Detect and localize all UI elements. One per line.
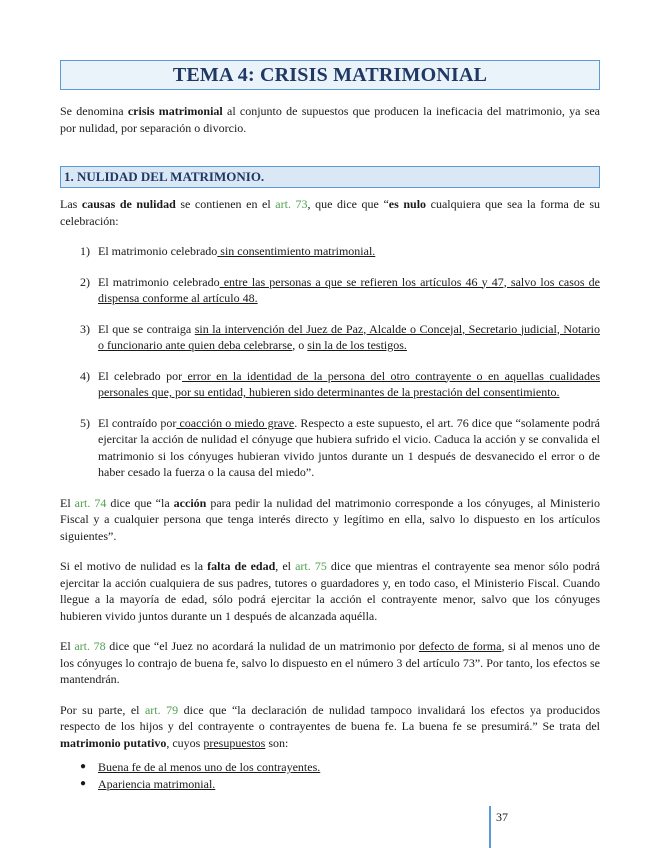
bold-term: falta de edad — [207, 559, 276, 573]
list-item — [60, 274, 600, 307]
text: El — [60, 495, 75, 510]
list-item — [60, 776, 600, 793]
text: para pedir la nulidad del matrimonio corresponde a los cónyuges, al Ministerio Fiscal y a cualquier persona que tenga interés directo y legítimo en ella, salvo lo dispuesto en los artículos siguientes”. — [60, 495, 600, 543]
underlined-text: presupuestos — [203, 735, 266, 750]
article-link-74[interactable]: art. 74 — [74, 495, 107, 510]
text: son: — [265, 735, 289, 750]
text: , el — [275, 559, 296, 573]
underlined-text: coacción o miedo grave — [176, 415, 295, 430]
text: El contraído por — [98, 415, 177, 430]
text: El celebrado por — [98, 368, 183, 383]
text: , que dice que “ — [307, 197, 389, 211]
art75-paragraph — [60, 558, 600, 624]
art79-paragraph — [60, 702, 600, 752]
list-item — [60, 321, 600, 354]
art78-paragraph — [60, 638, 600, 688]
footer-divider — [489, 806, 491, 848]
text: Las — [60, 197, 82, 211]
text: Por su parte, el — [60, 702, 145, 717]
text: se contienen en el — [175, 197, 276, 211]
section-heading: 1. NULIDAD DEL MATRIMONIO. — [64, 169, 265, 184]
text: El matrimonio celebrado — [98, 274, 220, 289]
list-number: 5) — [80, 415, 90, 430]
list-number: 1) — [80, 244, 90, 258]
underlined-text: sin la de los testigos. — [307, 338, 407, 352]
page-title: TEMA 4: CRISIS MATRIMONIAL — [172, 63, 488, 86]
article-link-78[interactable]: art. 78 — [74, 639, 106, 653]
text: dice que mientras el contrayente sea menor sólo podrá ejercitar la acción cualquiera de sus padres, tutores o guardadores y, en todo caso, el Ministerio Fiscal. Cuando llegue a la mayoría de edad, sólo podrá ejercitar la acción el contrayente menor, salvo que los cónyuges hubieren vivido juntos durante un 1 después de alcanzada aquélla. — [60, 559, 601, 623]
causes-list — [60, 243, 600, 481]
list-item — [60, 759, 600, 776]
text: Si el motivo de nulidad es la — [60, 559, 208, 573]
list-item — [60, 415, 600, 481]
document-page — [60, 60, 600, 792]
bullet-icon: ● — [80, 777, 87, 789]
text: dice que “la — [106, 495, 174, 510]
text: , o — [292, 338, 308, 352]
text: dice que “el Juez no acordará la nulidad de un matrimonio por — [105, 639, 419, 653]
underlined-text: error en la identidad de la persona del otro contrayente o en aquellas cualidades personales que, por su entidad, hubieren sido determinantes de la prestación del consentimiento. — [98, 368, 600, 399]
article-link-75[interactable]: art. 75 — [295, 559, 327, 573]
text: cualquiera que sea la forma de su celebración: — [60, 197, 600, 228]
list-number: 4) — [80, 368, 90, 383]
bold-term: acción — [173, 495, 207, 510]
underlined-text: Apariencia matrimonial. — [98, 776, 216, 791]
list-item — [60, 368, 600, 401]
article-link-73[interactable]: art. 73 — [275, 197, 308, 211]
underlined-text: entre las personas a que se refieren los artículos 46 y 47, salvo los casos de dispensa conforme al artículo 48. — [98, 274, 600, 305]
text: El que se contraiga — [98, 321, 195, 336]
intro-text-end: al conjunto de supuestos que producen la ineficacia del matrimonio, ya sea por nulidad, por separación o divorcio. — [60, 104, 600, 135]
intro-paragraph — [60, 103, 600, 136]
bold-term: causas de nulidad — [81, 197, 176, 211]
underlined-text: sin consentimiento matrimonial. — [217, 244, 376, 258]
causes-paragraph — [60, 196, 600, 229]
presupuestos-list — [60, 759, 600, 792]
bold-term: es nulo — [388, 197, 427, 211]
intro-bold-term: crisis matrimonial — [127, 104, 223, 118]
section-heading-box — [60, 166, 600, 188]
article-link-79[interactable]: art. 79 — [144, 702, 179, 717]
text: , si al menos uno de los cónyuges lo contrajo de buena fe, salvo lo dispuesto en el número 3 del artículo 73”. Por tanto, los efectos se mantendrán. — [60, 639, 601, 686]
underlined-text: defecto de forma — [418, 639, 502, 653]
text: dice que “la declaración de nulidad tampoco invalidará los efectos ya producidos respecto de los hijos y del contrayente o contrayentes de buena fe. La buena fe se presumirá.” Se trata del — [60, 702, 600, 733]
underlined-text: sin la intervención del Juez de Paz, Alcalde o Concejal, Secretario judicial, Notario o funcionario ante quien deba celebrarse — [98, 321, 600, 352]
text: El matrimonio celebrado — [98, 244, 218, 258]
page-number: 37 — [496, 810, 508, 824]
title-box — [60, 60, 600, 90]
bullet-icon: ● — [80, 761, 87, 772]
underlined-text: Buena fe de al menos uno de los contrayentes. — [98, 760, 321, 774]
text: . Respecto a este supuesto, el art. 76 dice que “solamente podrá ejercitar la acción de nulidad el cónyuge que hubiera sufrido el vicio. Caduca la acción y se convalida el matrimonio si los cónyuges hubieran vivido juntos durante un 1 después de desvanecido el error o de haber cesado la fuerza o la causa del miedo”. — [98, 415, 600, 479]
intro-text: Se denomina — [60, 104, 128, 118]
list-item — [60, 243, 600, 260]
art74-paragraph — [60, 495, 600, 545]
bold-term: matrimonio putativo — [60, 735, 167, 750]
list-number: 2) — [80, 274, 90, 289]
text: , cuyos — [166, 735, 204, 750]
text: El — [60, 639, 75, 653]
list-number: 3) — [80, 321, 90, 336]
